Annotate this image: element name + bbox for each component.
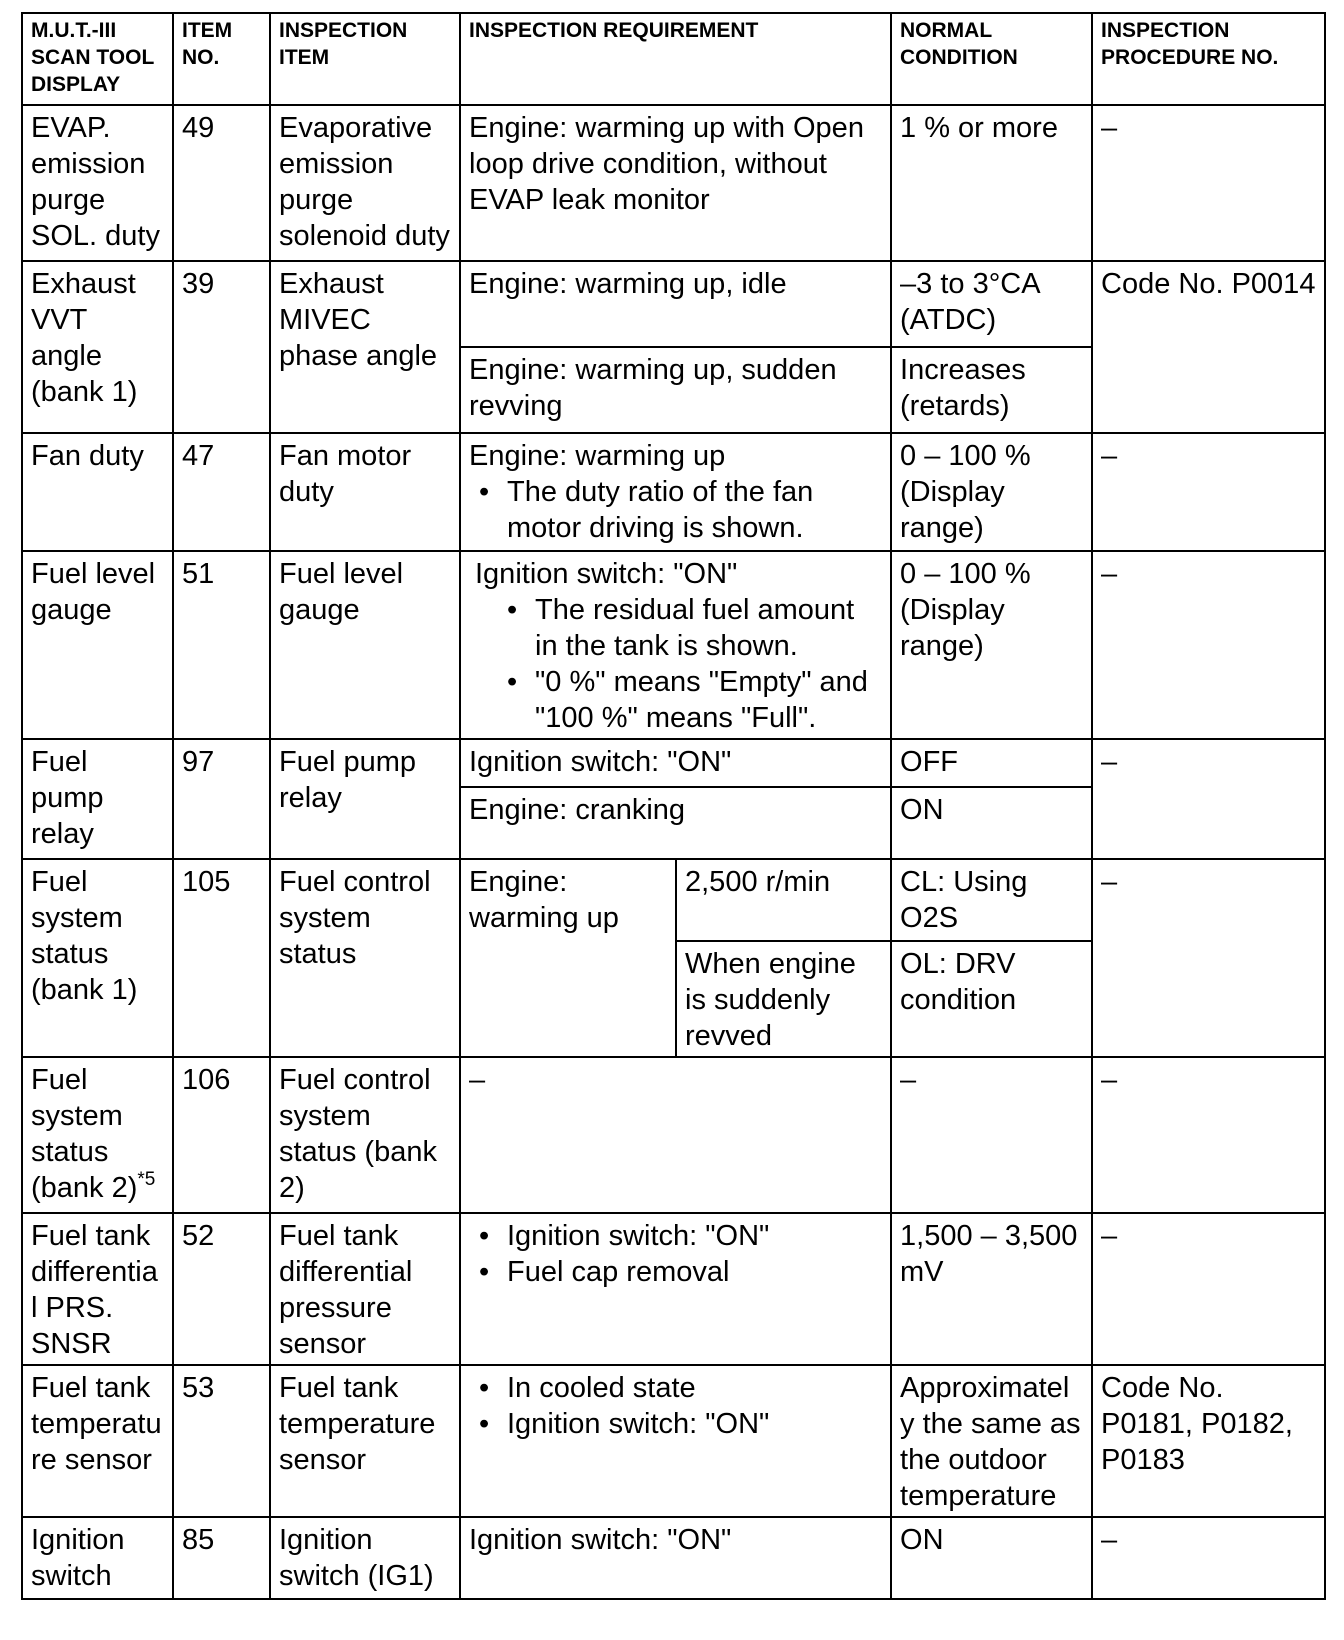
requirement-title: Ignition switch: "ON" bbox=[475, 558, 738, 590]
table-row bbox=[22, 105, 1325, 261]
header-row bbox=[22, 13, 1325, 105]
item-no-cell: 105 bbox=[173, 859, 270, 1057]
scan-tool-display-cell bbox=[22, 1057, 173, 1213]
inspection-requirement-cell: Engine: warming up bbox=[460, 859, 676, 1057]
inspection-requirement-cell bbox=[460, 551, 891, 739]
requirement-bullets bbox=[469, 1370, 882, 1442]
item-no-cell: 106 bbox=[173, 1057, 270, 1213]
item-no-cell: 47 bbox=[173, 433, 270, 551]
inspection-item-cell: Fuel pump relay bbox=[270, 739, 460, 859]
procedure-no-cell: – bbox=[1092, 739, 1325, 859]
scan-tool-display-cell: Fuel pump relay bbox=[22, 739, 173, 859]
requirement-bullets bbox=[469, 592, 882, 736]
inspection-item-cell: Evaporative emission purge solenoid duty bbox=[270, 105, 460, 261]
procedure-no-cell: – bbox=[1092, 105, 1325, 261]
normal-condition-cell: Approximatel y the same as the outdoor temperature bbox=[891, 1365, 1092, 1517]
header-normal-condition: NORMAL CONDITION bbox=[891, 13, 1092, 105]
requirement-bullets bbox=[469, 474, 882, 546]
requirement-bullet: • The duty ratio of the fan motor driving is shown. bbox=[469, 474, 882, 546]
item-no-cell: 39 bbox=[173, 261, 270, 433]
inspection-table bbox=[21, 12, 1326, 1600]
scan-tool-display-cell: Fan duty bbox=[22, 433, 173, 551]
normal-condition-cell: CL: Using O2S bbox=[891, 859, 1092, 941]
requirement-bullets bbox=[469, 1218, 882, 1290]
procedure-no-cell: – bbox=[1092, 859, 1325, 1057]
requirement-bullet: • Ignition switch: "ON" bbox=[469, 1406, 882, 1442]
inspection-requirement-cell: Engine: cranking bbox=[460, 787, 891, 859]
scan-tool-display-cell: Fuel level gauge bbox=[22, 551, 173, 739]
scan-tool-display-cell: Exhaust VVT angle (bank 1) bbox=[22, 261, 173, 433]
inspection-subcondition-cell: 2,500 r/min bbox=[676, 859, 891, 941]
requirement-bullet: • The residual fuel amount in the tank is shown. bbox=[469, 592, 882, 664]
inspection-requirement-cell bbox=[460, 1365, 891, 1517]
inspection-item-cell: Fuel control system status (bank 2) bbox=[270, 1057, 460, 1213]
inspection-item-cell: Fuel control system status bbox=[270, 859, 460, 1057]
header-inspection-item: INSPECTION ITEM bbox=[270, 13, 460, 105]
footnote-marker: *5 bbox=[137, 1169, 156, 1190]
procedure-no-cell: – bbox=[1092, 1213, 1325, 1365]
header-inspection-procedure-no: INSPECTION PROCEDURE NO. bbox=[1092, 13, 1325, 105]
requirement-bullet: • Ignition switch: "ON" bbox=[469, 1218, 882, 1254]
normal-condition-cell: 0 – 100 % (Display range) bbox=[891, 433, 1092, 551]
inspection-item-cell: Exhaust MIVEC phase angle bbox=[270, 261, 460, 433]
table-row bbox=[22, 1057, 1325, 1213]
scan-tool-display-cell: Fuel system status (bank 1) bbox=[22, 859, 173, 1057]
inspection-item-cell: Fuel tank temperature sensor bbox=[270, 1365, 460, 1517]
requirement-bullet: • In cooled state bbox=[469, 1370, 882, 1406]
inspection-requirement-cell bbox=[460, 433, 891, 551]
header-scan-tool-display: M.U.T.-III SCAN TOOL DISPLAY bbox=[22, 13, 173, 105]
scan-tool-display-text: Fuel system status (bank 2) bbox=[31, 1064, 138, 1204]
inspection-requirement-cell: Engine: warming up, sudden revving bbox=[460, 347, 891, 433]
procedure-no-cell: – bbox=[1092, 1517, 1325, 1599]
normal-condition-cell: 0 – 100 % (Display range) bbox=[891, 551, 1092, 739]
table-row bbox=[22, 739, 1325, 787]
inspection-item-cell: Fuel tank differential pressure sensor bbox=[270, 1213, 460, 1365]
normal-condition-cell: –3 to 3°CA (ATDC) bbox=[891, 261, 1092, 347]
item-no-cell: 51 bbox=[173, 551, 270, 739]
requirement-bullet: • "0 %" means "Empty" and "100 %" means "Full". bbox=[469, 664, 882, 736]
inspection-requirement-cell bbox=[460, 1213, 891, 1365]
inspection-item-cell: Fan motor duty bbox=[270, 433, 460, 551]
item-no-cell: 53 bbox=[173, 1365, 270, 1517]
header-item-no: ITEM NO. bbox=[173, 13, 270, 105]
scan-tool-display-cell: Ignition switch bbox=[22, 1517, 173, 1599]
item-no-cell: 49 bbox=[173, 105, 270, 261]
normal-condition-cell: Increases (retards) bbox=[891, 347, 1092, 433]
inspection-item-cell: Ignition switch (IG1) bbox=[270, 1517, 460, 1599]
table-row bbox=[22, 859, 1325, 941]
table-row bbox=[22, 551, 1325, 739]
item-no-cell: 85 bbox=[173, 1517, 270, 1599]
normal-condition-cell: ON bbox=[891, 787, 1092, 859]
table-row bbox=[22, 433, 1325, 551]
inspection-subcondition-cell: When engine is suddenly revved bbox=[676, 941, 891, 1057]
normal-condition-cell: – bbox=[891, 1057, 1092, 1213]
scan-tool-display-cell: Fuel tank differential PRS. SNSR bbox=[22, 1213, 173, 1365]
normal-condition-cell: 1 % or more bbox=[891, 105, 1092, 261]
requirement-bullet: • Fuel cap removal bbox=[469, 1254, 882, 1290]
procedure-no-cell: – bbox=[1092, 551, 1325, 739]
inspection-requirement-cell: Ignition switch: "ON" bbox=[460, 739, 891, 787]
normal-condition-cell: ON bbox=[891, 1517, 1092, 1599]
inspection-requirement-cell: Ignition switch: "ON" bbox=[460, 1517, 891, 1599]
table-row bbox=[22, 261, 1325, 347]
procedure-no-cell: – bbox=[1092, 433, 1325, 551]
inspection-requirement-cell: – bbox=[460, 1057, 891, 1213]
normal-condition-cell: OL: DRV condition bbox=[891, 941, 1092, 1057]
header-inspection-requirement: INSPECTION REQUIREMENT bbox=[460, 13, 891, 105]
scan-tool-display-cell: Fuel tank temperatu re sensor bbox=[22, 1365, 173, 1517]
procedure-no-cell: Code No. P0181, P0182, P0183 bbox=[1092, 1365, 1325, 1517]
inspection-requirement-cell: Engine: warming up, idle bbox=[460, 261, 891, 347]
normal-condition-cell: OFF bbox=[891, 739, 1092, 787]
table-row bbox=[22, 1517, 1325, 1599]
table-row bbox=[22, 1213, 1325, 1365]
table-row bbox=[22, 1365, 1325, 1517]
requirement-title: Engine: warming up bbox=[469, 440, 726, 472]
procedure-no-cell: – bbox=[1092, 1057, 1325, 1213]
scan-tool-display-cell: EVAP. emission purge SOL. duty bbox=[22, 105, 173, 261]
procedure-no-cell: Code No. P0014 bbox=[1092, 261, 1325, 433]
normal-condition-cell: 1,500 – 3,500 mV bbox=[891, 1213, 1092, 1365]
item-no-cell: 97 bbox=[173, 739, 270, 859]
inspection-requirement-cell: Engine: warming up with Open loop drive condition, without EVAP leak monitor bbox=[460, 105, 891, 261]
inspection-item-cell: Fuel level gauge bbox=[270, 551, 460, 739]
item-no-cell: 52 bbox=[173, 1213, 270, 1365]
